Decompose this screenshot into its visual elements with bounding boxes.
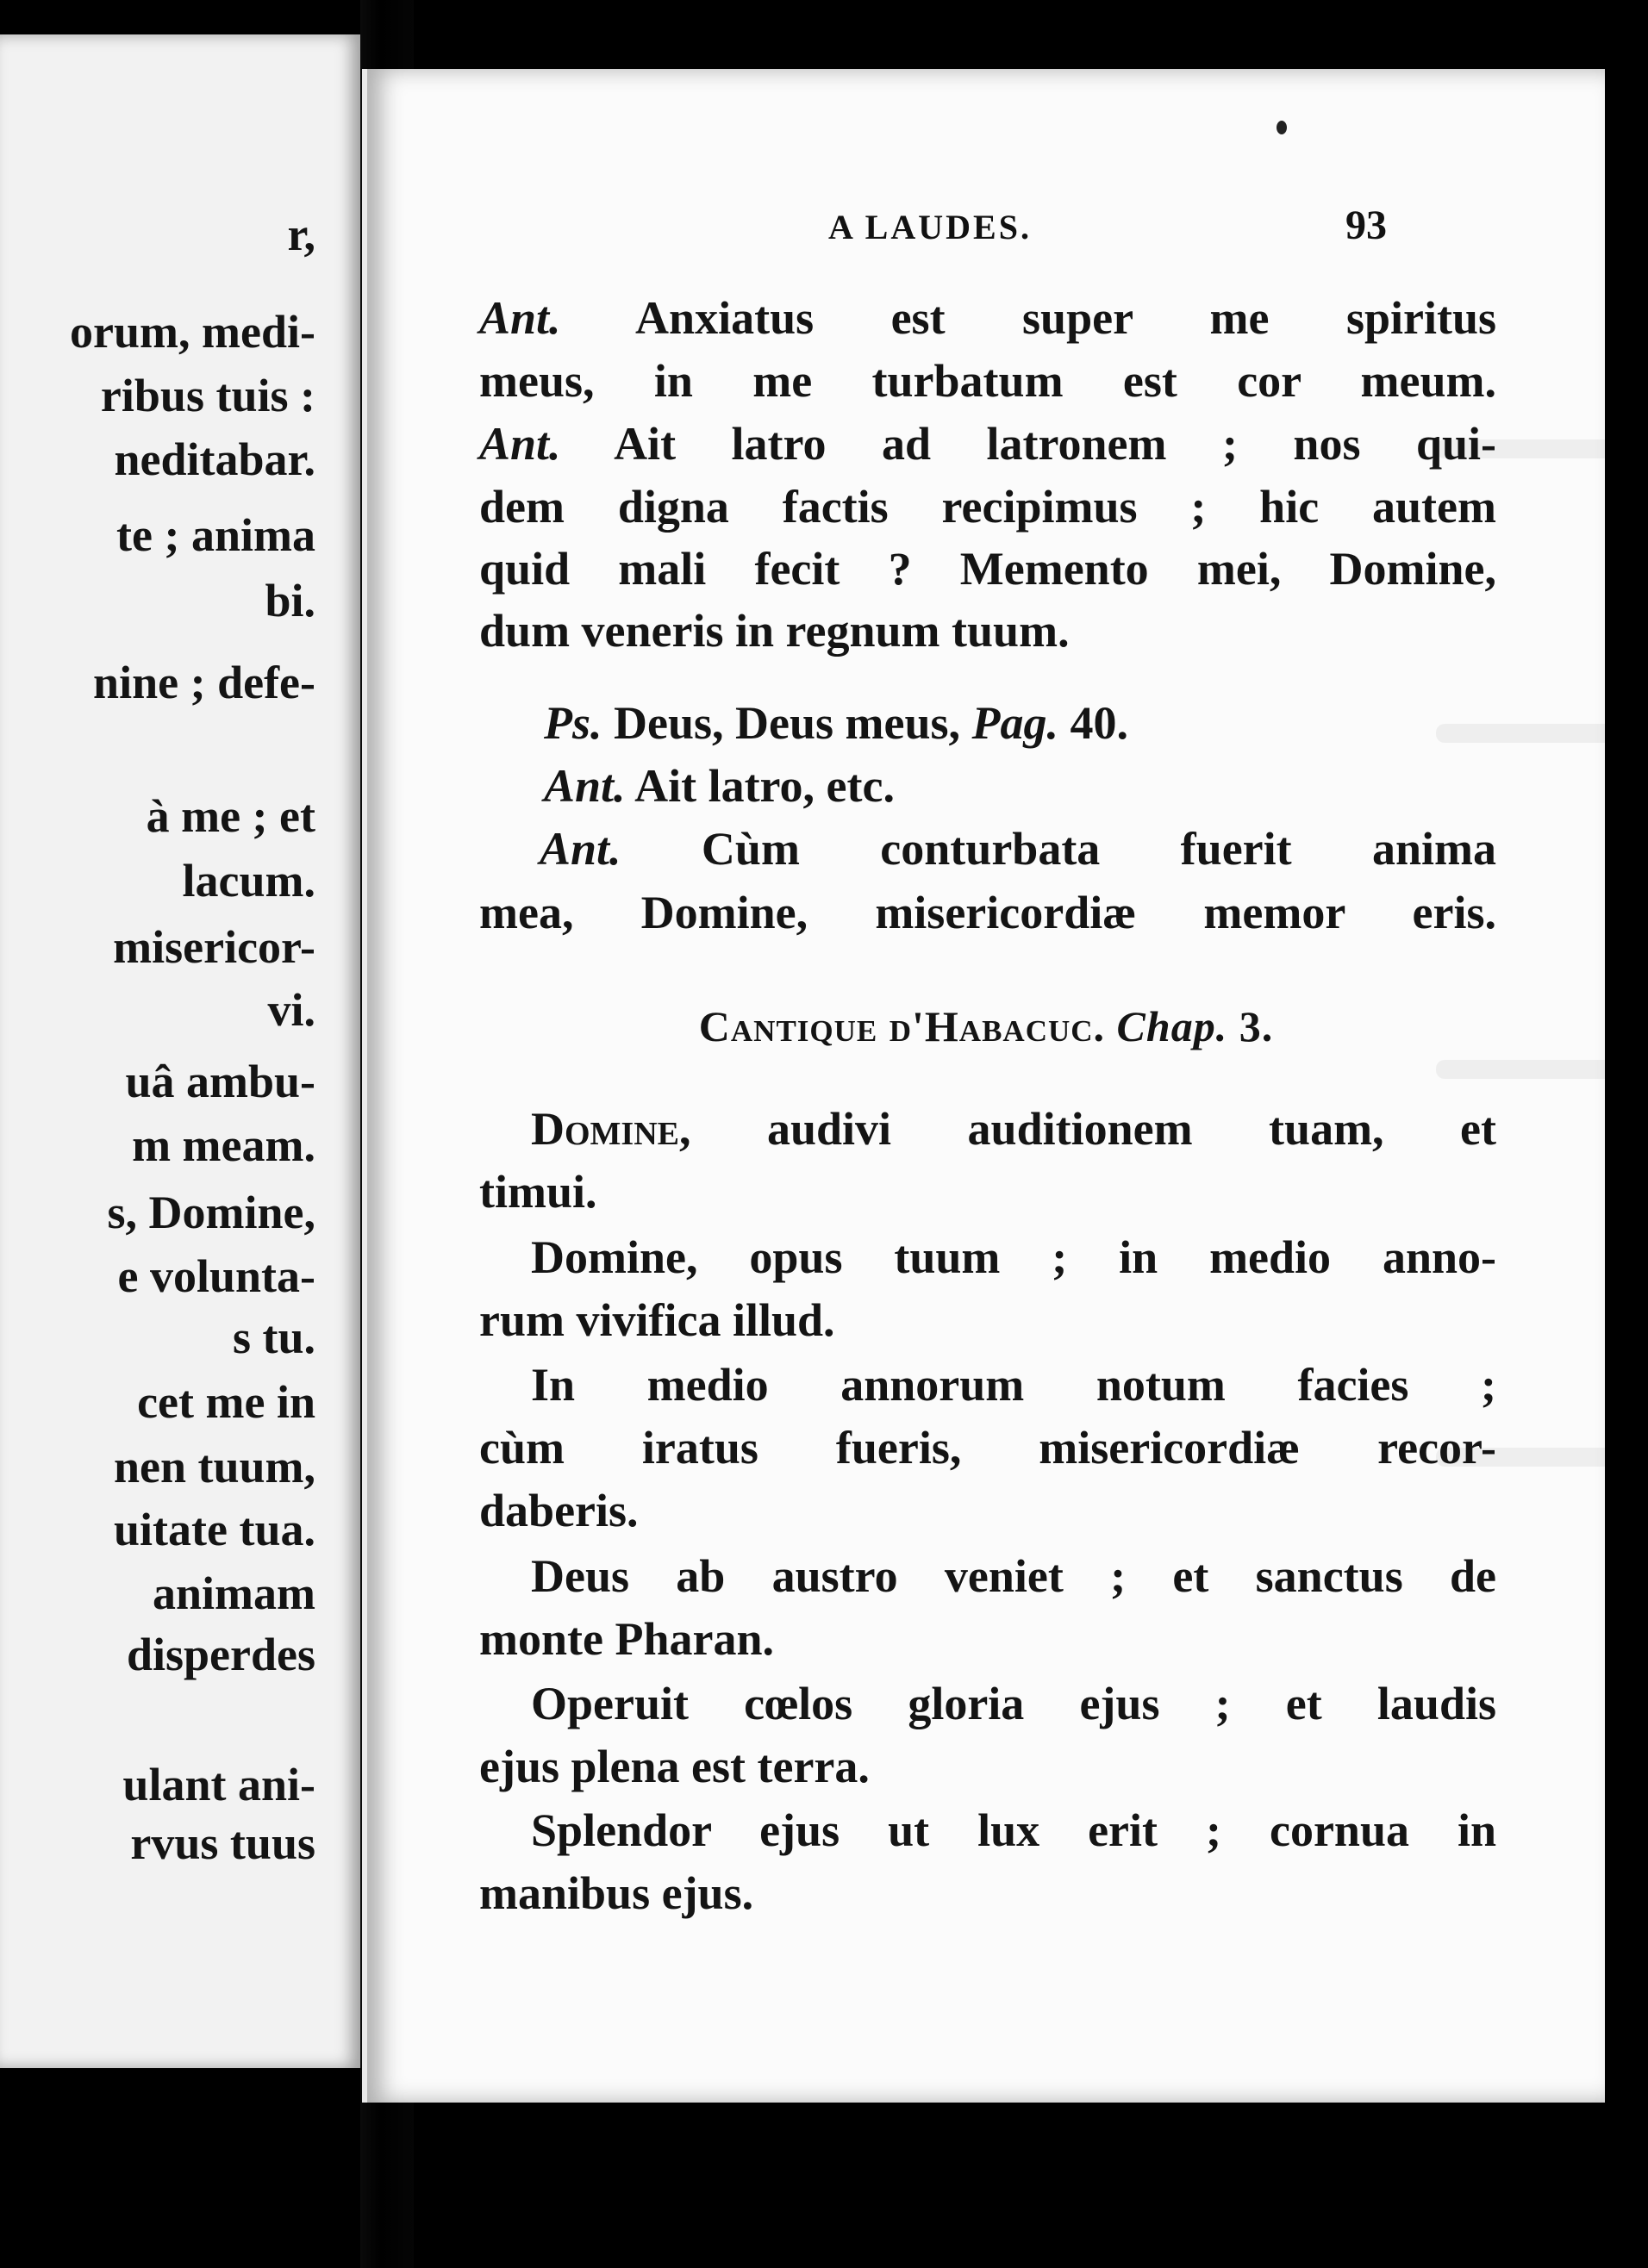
running-head: A LAUDES. [828, 208, 1032, 246]
page-number: 93 [1345, 202, 1387, 248]
ink-speck [1277, 121, 1287, 134]
verse-line [479, 1422, 1496, 1474]
canticle-heading [367, 1001, 1605, 1051]
psalm-reference [544, 697, 1561, 749]
page-ref-label: Pag. [971, 697, 1059, 749]
line-text: Anxiatus est super me spiritus [560, 292, 1496, 344]
left-line: cet me in [137, 1376, 315, 1428]
line-text: rum vivifica illud. [479, 1294, 835, 1346]
line-text: dum veneris in regnum tuum. [479, 605, 1070, 657]
left-line: s tu. [232, 1312, 315, 1363]
verse-line [479, 1867, 1496, 1919]
line-text: ejus plena est terra. [479, 1741, 870, 1792]
verse-line [531, 1680, 1496, 1727]
line-text: Splendor ejus ut lux erit ; cornua in [531, 1804, 1496, 1856]
body-line [479, 481, 1496, 533]
body-line [544, 760, 1561, 812]
left-line: rvus tuus [130, 1817, 315, 1869]
left-line: disperdes [126, 1629, 315, 1680]
line-text: daberis. [479, 1485, 639, 1536]
left-line: orum, medi- [70, 306, 315, 358]
line-text: Cùm conturbata fuerit anima [621, 823, 1496, 875]
body-line [479, 418, 1496, 470]
left-line: uâ ambu- [125, 1056, 315, 1107]
line-text: quid mali fecit ? Memento mei, Domine, [479, 543, 1496, 595]
line-text: monte Pharan. [479, 1613, 774, 1665]
left-line: misericor- [113, 921, 315, 973]
left-line: neditabar. [114, 433, 315, 485]
page-ref-number: 40. [1058, 697, 1129, 749]
dropcap-word: Domine [531, 1103, 679, 1155]
verse-line [479, 1743, 1496, 1790]
psalm-label: Ps. [544, 697, 602, 749]
line-text: cùm iratus fueris, misericordiæ recor- [479, 1422, 1496, 1474]
antiphon-label: Ant. [479, 292, 561, 344]
left-line: m meam. [132, 1119, 315, 1171]
left-line: animam [153, 1567, 315, 1619]
line-text: meus, in me turbatum est cor meum. [479, 355, 1496, 407]
left-line: ribus tuis : [100, 370, 315, 421]
verse-line [479, 1294, 1496, 1346]
verse-line [479, 1613, 1496, 1665]
left-line: uitate tua. [114, 1504, 315, 1555]
left-line: ulant ani- [122, 1759, 315, 1810]
line-text: manibus ejus. [479, 1867, 754, 1919]
body-line [479, 292, 1496, 344]
left-line: à me ; et [146, 790, 315, 842]
left-line: vi. [267, 984, 315, 1036]
line-text: Operuit cœlos gloria ejus ; et laudis [531, 1678, 1496, 1729]
left-line: bi. [265, 575, 315, 626]
line-text: dem digna factis recipimus ; hic autem [479, 481, 1496, 533]
line-text: mea, Domine, misericordiæ memor eris. [479, 887, 1496, 938]
line-text: Domine, opus tuum ; in medio anno- [531, 1231, 1496, 1283]
verse-line [479, 1487, 1496, 1534]
left-line: nine ; defe- [93, 657, 315, 708]
body-line [479, 605, 1496, 657]
left-line: r, [287, 209, 315, 260]
left-line: e volunta- [117, 1250, 315, 1302]
antiphon-label: Ant. [479, 418, 561, 470]
canticle-title: Cantique d'Habacuc. [698, 1002, 1106, 1050]
line-text: Deus ab austro veniet ; et sanctus de [531, 1550, 1496, 1602]
right-page [362, 69, 1605, 2103]
verse-line [479, 1166, 1496, 1218]
left-line: lacum. [182, 855, 315, 907]
verse-line [531, 1103, 1496, 1155]
body-line [540, 823, 1496, 875]
chapter-number: 3. [1227, 1002, 1274, 1050]
line-text: Ait latro, etc. [625, 760, 895, 812]
body-line [479, 889, 1496, 936]
line-text: Deus, Deus meus, [602, 697, 972, 749]
line-text: In medio annorum notum facies ; [531, 1359, 1496, 1411]
verse-line [531, 1231, 1496, 1283]
body-line [479, 543, 1496, 595]
line-text: , audivi auditionem tuam, et [679, 1103, 1496, 1155]
left-line: te ; anima [116, 509, 315, 561]
verse-line [531, 1550, 1496, 1602]
antiphon-label: Ant. [540, 823, 621, 875]
verse-line [531, 1804, 1496, 1856]
left-line: s, Domine, [107, 1187, 315, 1238]
line-text: timui. [479, 1166, 597, 1218]
left-line: nen tuum, [113, 1441, 315, 1492]
chapter-label: Chap. [1116, 1002, 1228, 1050]
body-line [479, 355, 1496, 407]
verse-line [531, 1359, 1496, 1411]
page-header [367, 202, 1605, 259]
line-text: Ait latro ad latronem ; nos qui- [560, 418, 1496, 470]
left-page [0, 34, 360, 2068]
antiphon-label: Ant. [544, 760, 626, 812]
show-through [1436, 1060, 1605, 1079]
